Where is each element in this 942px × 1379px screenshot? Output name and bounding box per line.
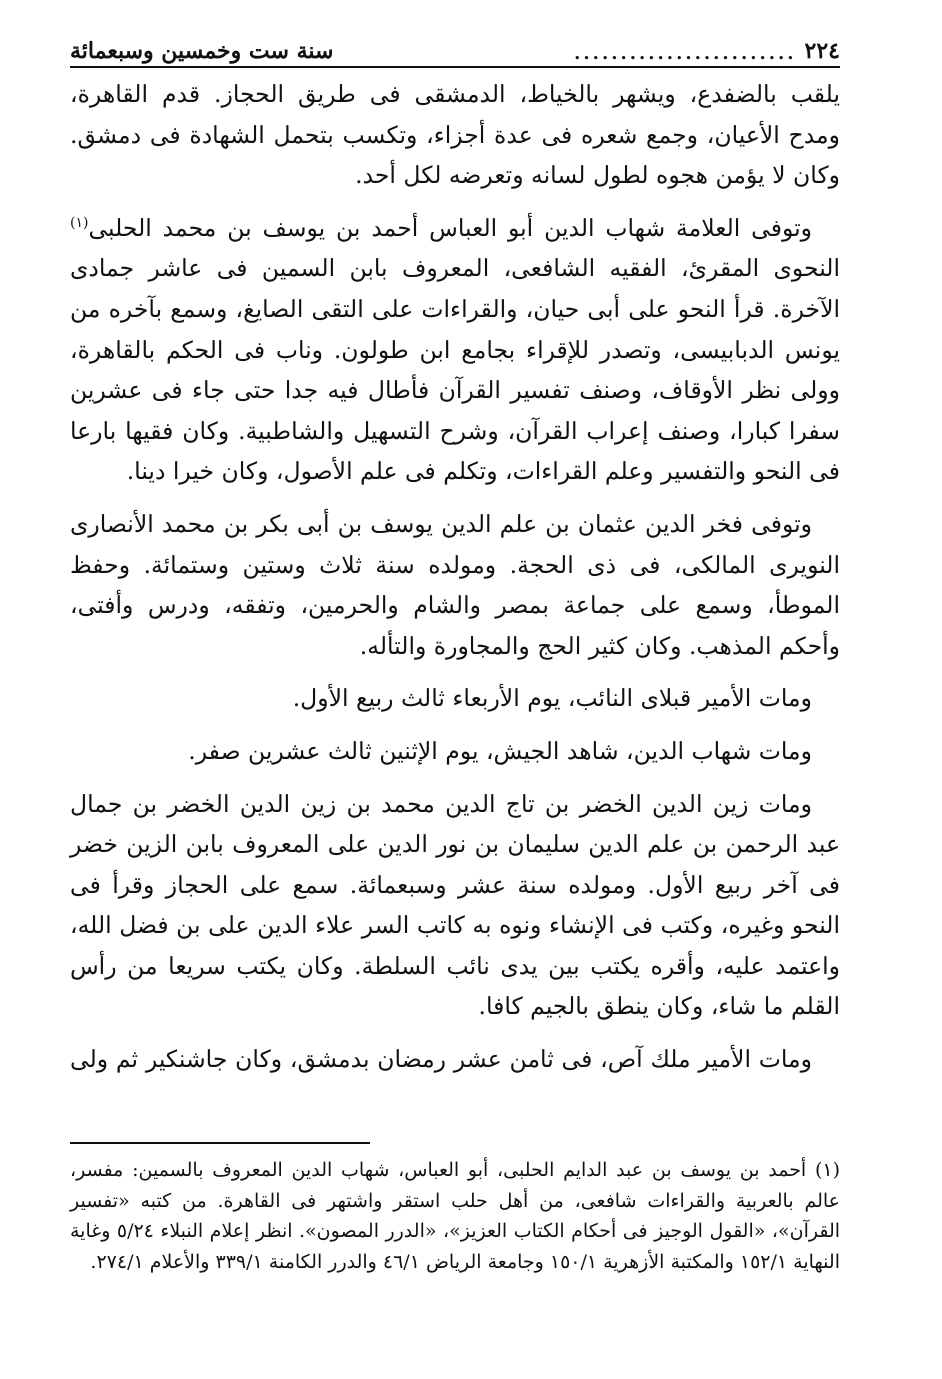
footnote: (١) أحمد بن يوسف بن عبد الدايم الحلبى، أبو العباس، شهاب الدين المعروف بالسمين: مفسر، عالم بالعربية والقراءات شافعى، من أهل حلب استقر واشتهر فى القاهرة. من كتبه «تفسير القرآن»، «القول الوجيز فى أحكام الكتاب العزيز»، «الدرر المصون». انظر إعلام النبلاء ٥/٢٤ وغاية النهاية ١٥٢/١ والمكتبة الأزهرية ١٥٠/١ وجامعة الرياض ٤٦/١ والدرر الكامنة ٣٣٩/١ والأعلام ٢٧٤/١. [70, 1159, 841, 1273]
body-text [70, 74, 840, 1080]
paragraph-part: وتوفى العلامة شهاب الدين أبو العباس أحمد بن يوسف بن محمد الحلبى [88, 213, 812, 242]
paragraph: وتوفى فخر الدين عثمان بن علم الدين يوسف بن أبى بكر بن محمد الأنصارى النويرى المالكى، فى ذى الحجة. ومولده سنة ثلاث وستين وستمائة. وحفظ الموطأ، وسمع على جماعة بمصر والشام والحرمين، وتفقه، ودرس وأفتى، وأحكم المذهب. وكان كثير الحج والمجاورة والتأله. [70, 509, 840, 660]
paragraph: ومات شهاب الدين، شاهد الجيش، يوم الإثنين ثالث عشرين صفر. [188, 736, 812, 765]
header-left-group [574, 38, 840, 64]
page-number: ٢٢٤ [804, 38, 840, 64]
paragraph: ومات الأمير ملك آص، فى ثامن عشر رمضان بدمشق، وكان جاشنكير ثم ولى [70, 1045, 812, 1074]
running-title: سنة ست وخمسين وسبعمائة [70, 38, 334, 64]
document-page [70, 30, 840, 1092]
footnote-separator [70, 1142, 370, 1144]
page-header [70, 30, 840, 68]
paragraph [70, 208, 840, 492]
paragraph: ومات زين الدين الخضر بن تاج الدين محمد بن زين الدين الخضر بن جمال عبد الرحمن بن علم الدين سليمان بن نور الدين على المعروف بابن الزين خضر فى آخر ربيع الأول. ومولده سنة عشر وسبعمائة. سمع على الحجاز وقرأ فى النحو وغيره، وكتب فى الإنشاء ونوه به كاتب السر علاء الدين على بن فضل الله، واعتمد عليه، وأقره يكتب بين يدى نائب السلطة. وكان يكتب سريعا من رأس القلم ما شاء، وكان ينطق بالجيم كافا. [70, 789, 840, 1021]
header-dots: ........................ [574, 43, 797, 64]
footnote-ref: (١) [70, 214, 89, 231]
paragraph: ومات الأمير قبلاى النائب، يوم الأربعاء ثالث ربيع الأول. [292, 684, 812, 713]
paragraph: يلقب بالضفدع، ويشهر بالخياط، الدمشقى فى طريق الحجاز. قدم القاهرة، ومدح الأعيان، وجمع شعره فى عدة أجزاء، وتكسب بتحمل الشهادة فى دمشق. وكان لا يؤمن هجوه لطول لسانه وتعرضه لكل أحد. [70, 80, 840, 190]
footnotes [70, 1155, 840, 1277]
paragraph-part: النحوى المقرئ، الفقيه الشافعى، المعروف بابن السمين فى عاشر جمادى الآخرة. قرأ النحو على أبى حيان، والقراءات على التقى الصايغ، وسمع بآخره من يونس الدبابيسى، وتصدر للإقراء بجامع ابن طولون. وناب فى الحكم بالقاهرة، وولى نظر الأوقاف، وصنف تفسير القرآن فأطال فيه جدا حتى جاء فى عشرين سفرا كبارا، وصنف إعراب القرآن، وشرح التسهيل والشاطبية. وكان فقيها بارعا فى النحو والتفسير وعلم القراءات، وتكلم فى علم الأصول، وكان خيرا دينا. [70, 254, 840, 486]
